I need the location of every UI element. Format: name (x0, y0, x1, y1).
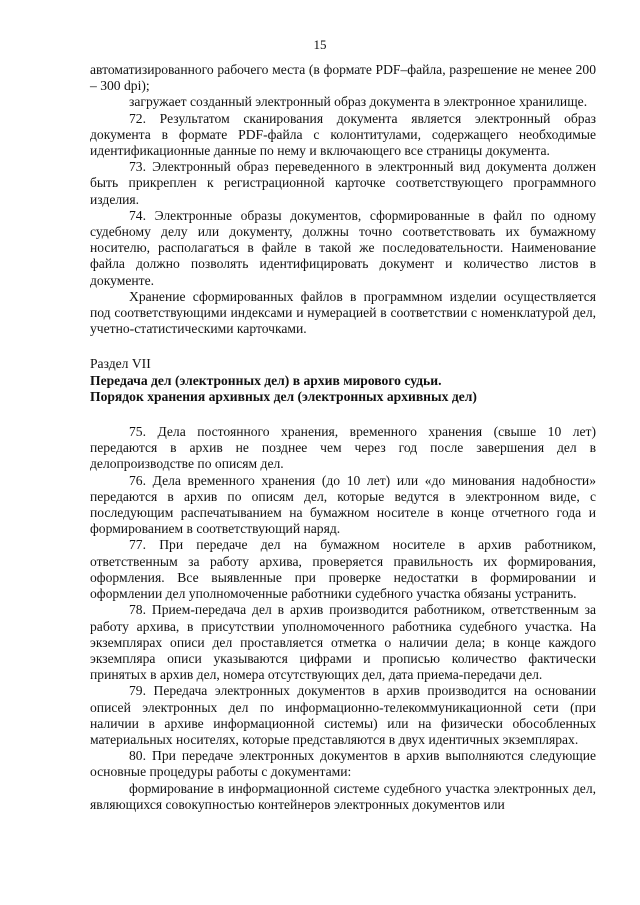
paragraph-74: 74. Электронные образы документов, сформированные в файл по одному судебному делу или документу, должны точно соответствовать их бумажному носителю, располагаться в файле в такой же последовательности. Наименование файла должно позволять идентифицировать документ и количество листов в документе. (90, 207, 596, 288)
section-title-line-1: Передача дел (электронных дел) в архив мирового судьи. (90, 372, 442, 388)
section-heading (90, 356, 596, 405)
section-label: Раздел VII (90, 356, 151, 372)
paragraph: формирование в информационной системе судебного участка электронных дел, являющихся совокупностью контейнеров электронных документов или (90, 780, 596, 812)
section-title-line-2: Порядок хранения архивных дел (электронных архивных дел) (90, 388, 477, 404)
paragraph: автоматизированного рабочего места (в формате PDF–файла, разрешение не менее 200 – 300 dpi); (90, 62, 596, 94)
paragraph-75: 75. Дела постоянного хранения, временного хранения (свыше 10 лет) передаются в архив не позднее чем через год после завершения дел в делопроизводстве по описям дел. (90, 424, 596, 472)
paragraph-79: 79. Передача электронных документов в архив производится на основании описей электронных дел по информационно-телекоммуникационной сети (при наличии в архиве информационной системы) или на физически обособленных материальных носителях, которые представляются в двух идентичных экземплярах. (90, 683, 596, 747)
paragraph-73: 73. Электронный образ переведенного в электронный вид документа должен быть прикреплен к регистрационной карточке соответствующего программного изделия. (90, 159, 596, 207)
paragraph-72: 72. Результатом сканирования документа является электронный образ документа в формате PDF-файла с колонтитулами, содержащего необходимые идентификационные данные по нему и включающего все страницы документа. (90, 110, 596, 159)
page-number: 15 (313, 37, 327, 52)
paragraph: Хранение сформированных файлов в программном изделии осуществляется под соответствующими индексами и нумерацией в соответствии с номенклатурой дел, учетно-статистическими карточками. (90, 288, 596, 337)
paragraph: загружает созданный электронный образ документа в электронное хранилище. (129, 94, 588, 110)
section-body (90, 424, 596, 813)
document-body (90, 62, 596, 813)
paragraph-78: 78. Прием-передача дел в архив производится работником, ответственным за работу архива, в присутствии уполномоченного работника судебного участка. На экземплярах описи дел проставляется отметка о наличии дела; в конце каждого экземпляра описи указываются цифрами и прописью количество фактически принятых в архив дел, номера отсутствующих дел, дата приема-передачи дел. (90, 602, 596, 683)
paragraph-77: 77. При передаче дел на бумажном носителе в архив работником, ответственным за работу архива, проверяется правильность их формирования, оформления. Все выявленные при проверке недостатки в формировании и оформлении дел уполномоченные работники судебного участка обязаны устранить. (90, 537, 596, 602)
paragraph-76: 76. Дела временного хранения (до 10 лет) или «до минования надобности» передаются в архив по описям дел, которые ведутся в электронном виде, с последующим распечатыванием на бумажном носителе в конце отчетного года и формированием в соответствующий наряд. (90, 472, 596, 537)
paragraph-80: 80. При передаче электронных документов в архив выполняются следующие основные процедуры работы с документами: (90, 748, 596, 780)
